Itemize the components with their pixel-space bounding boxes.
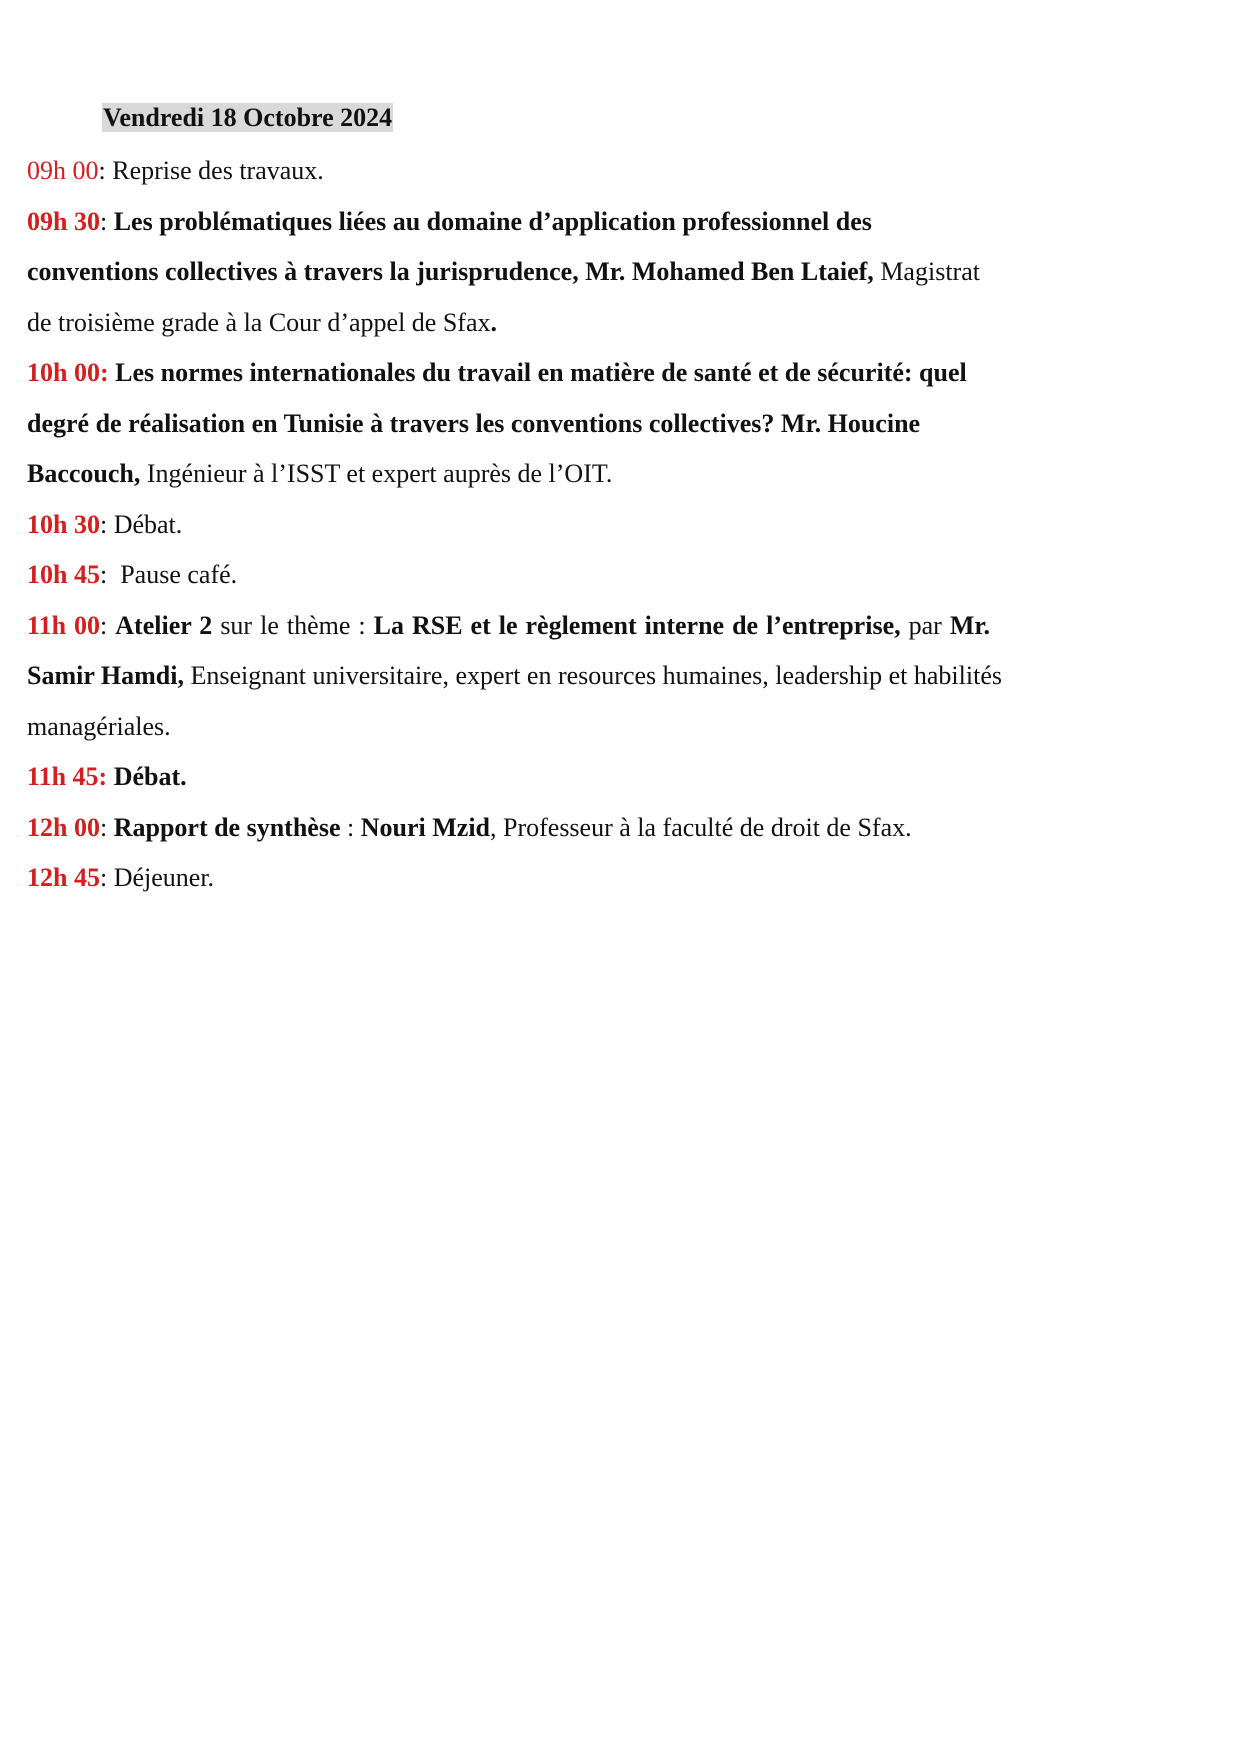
separator: :: [99, 560, 121, 589]
time: 10h 45: [27, 560, 100, 589]
programme: [27, 96, 1137, 904]
speaker-role-cont: de troisième grade à la Cour d’appel de Sfax: [27, 307, 491, 337]
atelier-label: Atelier 2: [115, 610, 213, 640]
item-text: Déjeuner.: [113, 863, 215, 892]
separator: :: [99, 206, 114, 236]
time: 12h 00: [27, 812, 100, 842]
schedule-item-0930-cont: [27, 247, 1137, 298]
schedule-item-1100: [27, 601, 1137, 652]
separator: :: [99, 863, 114, 892]
item-text: Débat.: [113, 762, 187, 791]
talk-title: Rapport de synthèse: [113, 812, 341, 842]
talk-title-cont: degré de réalisation en Tunisie à travers les conventions collectives? Mr. Houcine: [27, 408, 921, 438]
schedule-item-1100-cont: [27, 651, 1137, 702]
date-heading: [102, 96, 1137, 146]
item-text: Reprise des travaux.: [112, 156, 324, 185]
schedule-item-1200: [27, 803, 1137, 854]
separator: :: [340, 812, 361, 842]
speaker-role: Enseignant universitaire, expert en resources humaines, leadership et habilités: [183, 661, 1002, 690]
schedule-item-1000: [27, 348, 1137, 399]
time: 11h 45:: [27, 762, 108, 791]
speaker-name: Samir Hamdi,: [27, 661, 184, 690]
period: .: [490, 307, 497, 337]
talk-title: Les problématiques liées au domaine d’application professionnel des: [113, 206, 872, 236]
time: 09h 00: [27, 156, 99, 185]
par-label: par: [900, 610, 950, 640]
schedule-item-1045: [27, 550, 1137, 601]
schedule-item-0930-cont2: [27, 298, 1137, 349]
speaker-name: Baccouch,: [27, 459, 141, 488]
schedule-item-1000-cont: [27, 399, 1137, 450]
talk-title-cont: conventions collectives à travers la jurisprudence, Mr. Mohamed Ben Ltaief,: [27, 257, 874, 286]
item-text: Pause café.: [120, 560, 238, 589]
speaker-name: Nouri Mzid: [360, 812, 490, 842]
date-heading-text: Vendredi 18 Octobre 2024: [103, 103, 393, 132]
schedule-item-1245: [27, 853, 1137, 904]
speaker-role: Magistrat: [873, 257, 980, 286]
schedule-item-1100-cont2: [27, 702, 1137, 753]
time: 11h 00: [27, 610, 101, 640]
speaker-role: Ingénieur à l’ISST et expert auprès de l’OIT.: [140, 459, 613, 488]
speaker-title: Mr.: [949, 610, 991, 640]
schedule-item-1030: [27, 500, 1137, 551]
speaker-role: , Professeur à la faculté de droit de Sfax.: [490, 812, 912, 842]
separator: :: [99, 509, 114, 539]
time: 09h 30: [27, 206, 100, 236]
time: 10h 00:: [27, 358, 109, 387]
schedule-item-1145: [27, 752, 1137, 803]
item-text: Débat.: [113, 509, 183, 539]
speaker-role-cont: managériales.: [27, 711, 171, 741]
separator: :: [99, 812, 114, 842]
theme-label: sur le thème :: [212, 610, 374, 640]
time: 12h 45: [27, 863, 100, 892]
separator: :: [98, 156, 113, 185]
separator: :: [100, 610, 116, 640]
schedule-item-0900: [27, 146, 1137, 197]
talk-title: Les normes internationales du travail en matière de santé et de sécurité: quel: [115, 358, 967, 387]
schedule-item-1000-cont2: [27, 449, 1137, 500]
time: 10h 30: [27, 509, 100, 539]
schedule-item-0930: [27, 197, 1137, 248]
atelier-theme: La RSE et le règlement interne de l’entreprise,: [373, 610, 901, 640]
